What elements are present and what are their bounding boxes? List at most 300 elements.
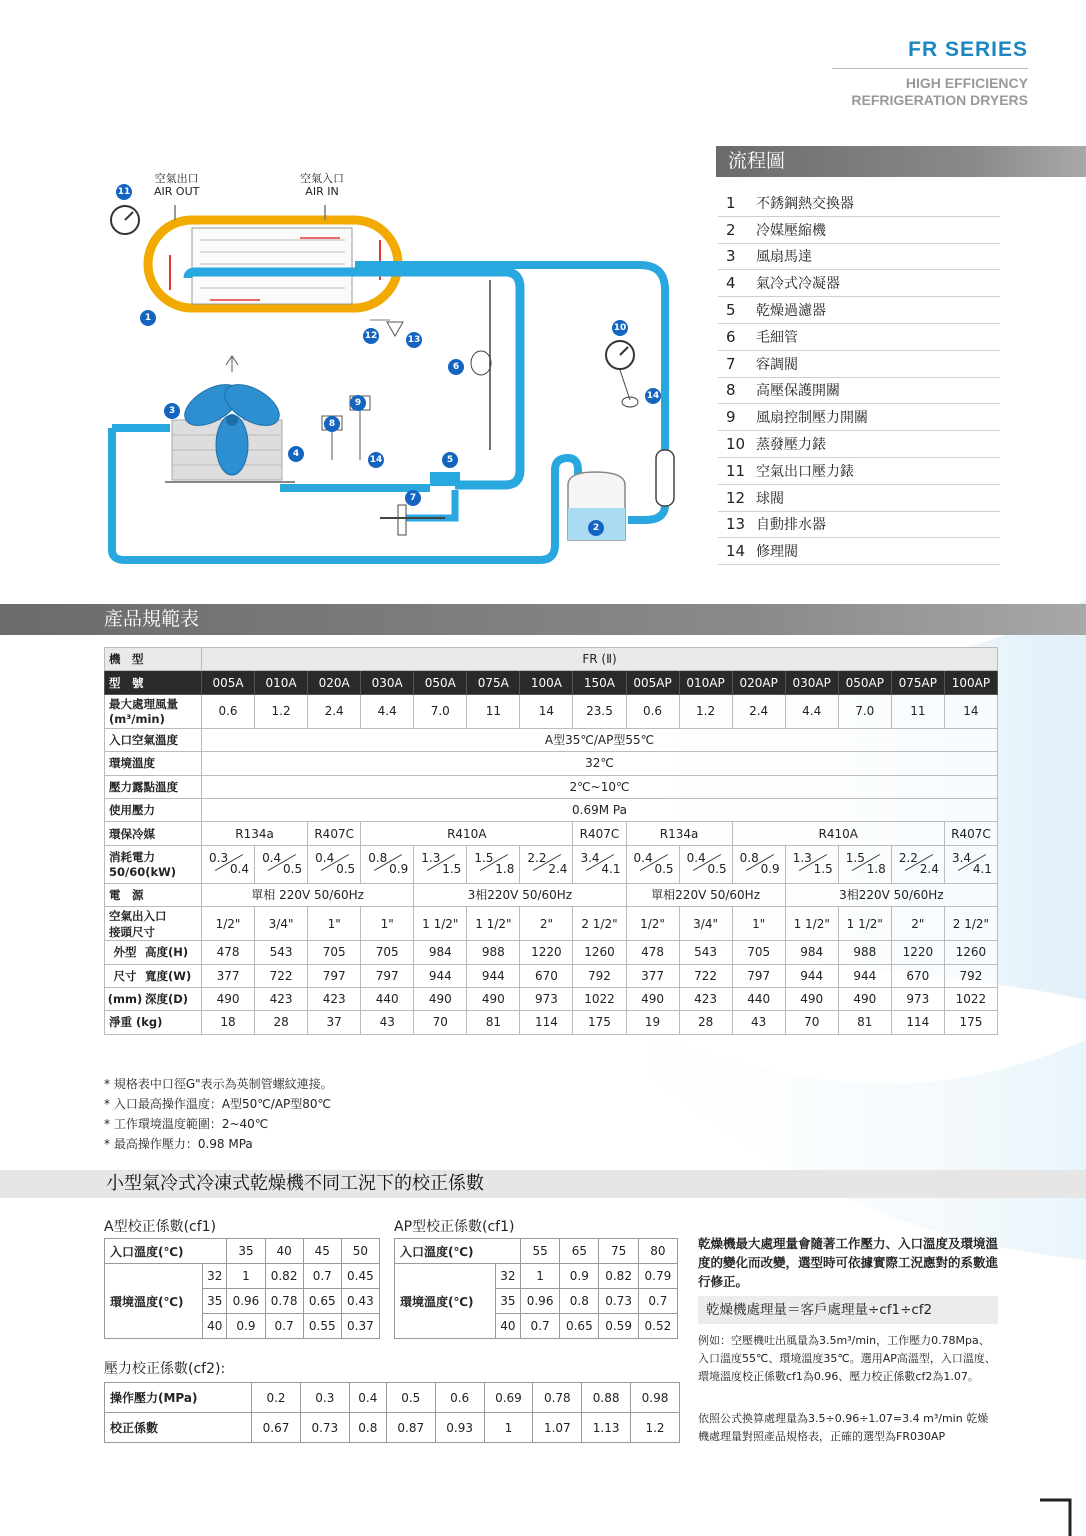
spec-weight: 114 <box>891 1011 944 1034</box>
cf2-coef: 1.2 <box>631 1413 680 1443</box>
spec-flow: 1.2 <box>679 694 732 728</box>
correction-title: 小型氣冷式冷凍式乾燥機不同工況下的校正係數 <box>106 1173 484 1194</box>
flow-item-number: 7 <box>726 354 736 373</box>
cf1a-env-value: 40 <box>203 1314 227 1339</box>
spec-connection: 1/2" <box>626 907 679 941</box>
cf2-pressure: 0.78 <box>533 1383 582 1413</box>
cf1a-coef: 0.82 <box>265 1264 303 1289</box>
flow-item-number: 9 <box>726 408 736 427</box>
spec-power: 1.3 1.5 <box>785 845 838 883</box>
spec-flow: 1.2 <box>255 694 308 728</box>
brand-subtitle-2: REFRIGERATION DRYERS <box>851 92 1028 108</box>
spec-flow: 4.4 <box>785 694 838 728</box>
spec-label-supply: 電 源 <box>105 883 202 906</box>
spec-connection: 1" <box>308 907 361 941</box>
flow-item <box>718 297 1000 324</box>
spec-depth: 490 <box>414 987 467 1010</box>
spec-depth: 423 <box>679 987 732 1010</box>
cf2-pressure: 0.69 <box>484 1383 533 1413</box>
cf2-coef: 1 <box>484 1413 533 1443</box>
spec-model: 075AP <box>891 671 944 694</box>
flow-item-label: 不銹鋼熱交換器 <box>756 195 854 212</box>
spec-width: 797 <box>732 964 785 987</box>
spec-power: 0.4 0.5 <box>679 845 732 883</box>
spec-label-series: 機 型 <box>105 648 202 671</box>
spec-height: 984 <box>414 941 467 964</box>
cf1a-coef: 0.7 <box>265 1314 303 1339</box>
cf2-pressure: 0.98 <box>631 1383 680 1413</box>
cf1ap-inlet-value: 55 <box>520 1239 559 1264</box>
correction-description: 乾燥機最大處理量會隨著工作壓力、入口溫度及環境溫度的變化而改變，選型時可依據實際工況應對的系數進行修正。 <box>698 1236 999 1289</box>
spec-connection: 1/2" <box>202 907 255 941</box>
spec-connection: 1 1/2" <box>785 907 838 941</box>
spec-label-pressure: 使用壓力 <box>105 798 202 821</box>
flow-item-number: 8 <box>726 381 736 400</box>
marker-1: 1 <box>140 310 156 326</box>
cf1a-coef: 0.55 <box>303 1314 341 1339</box>
correction-result: 依照公式換算處理量為3.5÷0.96÷1.07=3.4 m³/min 乾燥機處理量對照產品規格表，正確的選型為FR030AP <box>698 1412 989 1443</box>
marker-7: 7 <box>405 490 421 506</box>
spec-width: 722 <box>255 964 308 987</box>
spec-model: 100AP <box>944 671 997 694</box>
flow-item-label: 冷媒壓縮機 <box>756 222 826 239</box>
spec-height: 984 <box>785 941 838 964</box>
cf2-pressure-label: 操作壓力(MPa) <box>105 1383 252 1413</box>
flow-item-number: 4 <box>726 274 736 293</box>
spec-inlet-temp: A型35℃/AP型55℃ <box>202 728 998 751</box>
spec-power: 0.8 0.9 <box>732 845 785 883</box>
flow-item-label: 乾燥過濾器 <box>756 303 826 320</box>
spec-depth: 973 <box>891 987 944 1010</box>
cf1-a-table <box>104 1238 380 1339</box>
spec-label-connection: 空氣出入口 接頭尺寸 <box>105 907 202 941</box>
spec-depth: 490 <box>838 987 891 1010</box>
marker-3: 3 <box>164 403 180 419</box>
cf1a-coef: 0.45 <box>341 1264 379 1289</box>
spec-width: 797 <box>308 964 361 987</box>
spec-refrigerant: R134a <box>202 822 308 845</box>
spec-model: 050A <box>414 671 467 694</box>
cf1ap-coef: 0.52 <box>638 1314 677 1339</box>
flow-item <box>718 485 1000 512</box>
spec-note: * 最高操作壓力：0.98 MPa <box>104 1137 253 1151</box>
air-in-label <box>300 172 344 198</box>
spec-refrigerant: R410A <box>732 822 944 845</box>
spec-connection: 1" <box>732 907 785 941</box>
cf1a-inlet-value: 35 <box>227 1239 265 1264</box>
brand-title: FR SERIES <box>908 38 1028 61</box>
spec-height: 1220 <box>891 941 944 964</box>
spec-connection: 1 1/2" <box>838 907 891 941</box>
cf1ap-coef: 0.65 <box>560 1314 599 1339</box>
spec-connection: 3/4" <box>255 907 308 941</box>
spec-width: 944 <box>467 964 520 987</box>
marker-12: 12 <box>363 328 379 344</box>
cf2-pressure: 0.6 <box>435 1383 484 1413</box>
spec-depth: 440 <box>732 987 785 1010</box>
spec-weight: 81 <box>467 1011 520 1034</box>
marker-4: 4 <box>288 446 304 462</box>
spec-weight: 114 <box>520 1011 573 1034</box>
cf1ap-coef: 0.8 <box>560 1289 599 1314</box>
spec-label-dim-h: 外型 高度(H) <box>105 941 202 964</box>
flow-item-number: 2 <box>726 220 736 239</box>
cf1ap-env-value: 40 <box>495 1314 520 1339</box>
correction-formula: 乾燥機處理量＝客戶處理量÷cf1÷cf2 <box>698 1296 998 1324</box>
spec-weight: 43 <box>732 1011 785 1034</box>
marker-10: 10 <box>612 320 628 336</box>
flow-title-bar <box>716 146 1086 177</box>
spec-weight: 43 <box>361 1011 414 1034</box>
cf1ap-coef: 0.79 <box>638 1264 677 1289</box>
flow-item-label: 容調閥 <box>756 356 798 373</box>
flow-item-label: 風扇控制壓力開關 <box>756 410 868 427</box>
spec-connection: 2 1/2" <box>573 907 626 941</box>
cf2-table <box>104 1382 680 1443</box>
marker-14: 14 <box>645 388 661 404</box>
flow-item-label: 風扇馬達 <box>756 249 812 266</box>
spec-label-env-temp: 環境溫度 <box>105 752 202 775</box>
cf1ap-coef: 0.7 <box>638 1289 677 1314</box>
spec-model: 100A <box>520 671 573 694</box>
spec-power: 1.5 1.8 <box>467 845 520 883</box>
spec-env-temp: 32℃ <box>202 752 998 775</box>
spec-note: * 工作環境溫度範圍：2~40℃ <box>104 1117 269 1131</box>
flow-item <box>718 538 1000 565</box>
spec-width: 792 <box>573 964 626 987</box>
spec-width: 670 <box>520 964 573 987</box>
spec-model: 150A <box>573 671 626 694</box>
spec-power: 0.3 0.4 <box>202 845 255 883</box>
flow-item <box>718 378 1000 405</box>
spec-flow: 14 <box>944 694 997 728</box>
spec-connection: 1 1/2" <box>414 907 467 941</box>
spec-weight: 28 <box>255 1011 308 1034</box>
marker-9: 9 <box>350 395 366 411</box>
cf1-a-title: A型校正係數(cf1) <box>104 1219 217 1235</box>
spec-refrigerant: R407C <box>944 822 997 845</box>
cf2-coef: 1.07 <box>533 1413 582 1443</box>
marker-8: 8 <box>324 416 340 432</box>
spec-connection: 2" <box>520 907 573 941</box>
flow-component-list <box>718 190 1000 565</box>
spec-supply: 單相220V 50/60Hz <box>626 883 785 906</box>
flow-item-number: 12 <box>726 488 746 507</box>
air-out-cn: 空氣出口 <box>154 172 199 185</box>
flow-item-label: 蒸發壓力錶 <box>756 437 826 454</box>
cf1a-coef: 1 <box>227 1264 265 1289</box>
cf1a-env-value: 32 <box>203 1264 227 1289</box>
cf1ap-coef: 0.82 <box>599 1264 638 1289</box>
spec-title-bar <box>0 604 1086 635</box>
cf2-coef: 1.13 <box>582 1413 631 1443</box>
spec-model: 005AP <box>626 671 679 694</box>
cf1a-inlet-label: 入口溫度(℃) <box>105 1239 227 1264</box>
spec-flow: 0.6 <box>626 694 679 728</box>
spec-weight: 70 <box>414 1011 467 1034</box>
cf1ap-coef: 1 <box>520 1264 559 1289</box>
flow-item-label: 氣冷式冷凝器 <box>756 276 840 293</box>
cf1a-coef: 0.96 <box>227 1289 265 1314</box>
spec-height: 1260 <box>944 941 997 964</box>
spec-label-flow: 最大處理風量 (m³/min) <box>105 694 202 728</box>
spec-flow: 11 <box>467 694 520 728</box>
spec-weight: 175 <box>944 1011 997 1034</box>
flow-item-number: 5 <box>726 301 736 320</box>
spec-model: 030A <box>361 671 414 694</box>
flow-item <box>718 431 1000 458</box>
flow-item-number: 6 <box>726 327 736 346</box>
spec-weight: 81 <box>838 1011 891 1034</box>
spec-height: 1220 <box>520 941 573 964</box>
spec-label-dim-w: 尺寸 寬度(W) <box>105 964 202 987</box>
spec-power: 1.5 1.8 <box>838 845 891 883</box>
spec-flow: 14 <box>520 694 573 728</box>
spec-label-dim-d: (mm) 深度(D) <box>105 987 202 1010</box>
cf1a-inlet-value: 50 <box>341 1239 379 1264</box>
spec-flow: 7.0 <box>414 694 467 728</box>
cf1a-coef: 0.7 <box>303 1264 341 1289</box>
cf1-ap-title: AP型校正係數(cf1) <box>394 1219 515 1235</box>
spec-depth: 490 <box>626 987 679 1010</box>
flow-item <box>718 351 1000 378</box>
air-in-en: AIR IN <box>305 185 339 198</box>
cf2-pressure: 0.4 <box>349 1383 386 1413</box>
flow-item <box>718 458 1000 485</box>
cf1ap-env-value: 35 <box>495 1289 520 1314</box>
spec-dew: 2℃~10℃ <box>202 775 998 798</box>
spec-width: 944 <box>414 964 467 987</box>
spec-weight: 19 <box>626 1011 679 1034</box>
cf2-coef: 0.87 <box>386 1413 435 1443</box>
cf2-coef: 0.8 <box>349 1413 386 1443</box>
flow-item-label: 毛細管 <box>756 329 798 346</box>
spec-width: 377 <box>626 964 679 987</box>
cf1ap-coef: 0.59 <box>599 1314 638 1339</box>
spec-refrigerant: R407C <box>308 822 361 845</box>
cf1a-env-label: 環境溫度(℃) <box>105 1264 203 1339</box>
spec-refrigerant: R407C <box>573 822 626 845</box>
cf1a-inlet-value: 45 <box>303 1239 341 1264</box>
spec-width: 944 <box>785 964 838 987</box>
cf1a-coef: 0.43 <box>341 1289 379 1314</box>
spec-table <box>104 647 998 1035</box>
cf1ap-coef: 0.73 <box>599 1289 638 1314</box>
spec-power: 3.4 4.1 <box>944 845 997 883</box>
spec-height: 543 <box>679 941 732 964</box>
spec-label-dew: 壓力露點溫度 <box>105 775 202 798</box>
spec-weight: 18 <box>202 1011 255 1034</box>
spec-depth: 973 <box>520 987 573 1010</box>
spec-depth: 440 <box>361 987 414 1010</box>
cf2-pressure: 0.88 <box>582 1383 631 1413</box>
spec-note: * 規格表中口徑G"表示為英制管螺紋連接。 <box>104 1077 333 1091</box>
spec-power: 2.2 2.4 <box>891 845 944 883</box>
cf2-coef: 0.93 <box>435 1413 484 1443</box>
flow-item <box>718 217 1000 244</box>
flow-diagram <box>100 160 700 580</box>
air-in-cn: 空氣入口 <box>300 172 344 185</box>
spec-height: 705 <box>361 941 414 964</box>
spec-notes <box>104 1074 333 1154</box>
cf2-pressure: 0.3 <box>300 1383 349 1413</box>
air-out-en: AIR OUT <box>154 185 200 198</box>
spec-power: 0.4 0.5 <box>626 845 679 883</box>
spec-model: 005A <box>202 671 255 694</box>
cf2-coef: 0.73 <box>300 1413 349 1443</box>
cf1ap-env-label: 環境溫度(℃) <box>395 1264 496 1339</box>
spec-label-weight: 淨重 (kg) <box>105 1011 202 1034</box>
spec-model: 020AP <box>732 671 785 694</box>
spec-depth: 490 <box>785 987 838 1010</box>
spec-power: 3.4 4.1 <box>573 845 626 883</box>
flow-item-number: 10 <box>726 435 746 454</box>
cf1a-env-value: 35 <box>203 1289 227 1314</box>
brand-header <box>832 38 1028 109</box>
cf1ap-coef: 0.7 <box>520 1314 559 1339</box>
spec-depth: 490 <box>202 987 255 1010</box>
marker-2: 2 <box>588 520 604 536</box>
spec-supply: 3相220V 50/60Hz <box>414 883 626 906</box>
flow-item <box>718 270 1000 297</box>
spec-height: 988 <box>838 941 891 964</box>
spec-connection: 1" <box>361 907 414 941</box>
spec-model: 010AP <box>679 671 732 694</box>
flow-item-number: 11 <box>726 461 746 480</box>
flow-item <box>718 324 1000 351</box>
spec-model: 050AP <box>838 671 891 694</box>
spec-pressure: 0.69M Pa <box>202 798 998 821</box>
spec-height: 478 <box>202 941 255 964</box>
flow-item-label: 自動排水器 <box>756 517 826 534</box>
marker-5: 5 <box>442 452 458 468</box>
spec-weight: 37 <box>308 1011 361 1034</box>
spec-width: 377 <box>202 964 255 987</box>
spec-label-model: 型 號 <box>105 671 202 694</box>
spec-flow: 23.5 <box>573 694 626 728</box>
spec-weight: 175 <box>573 1011 626 1034</box>
cf2-coef: 0.67 <box>252 1413 301 1443</box>
spec-depth: 423 <box>308 987 361 1010</box>
spec-flow: 4.4 <box>361 694 414 728</box>
cf1ap-env-value: 32 <box>495 1264 520 1289</box>
correction-title-bar <box>0 1170 1086 1198</box>
cf1-ap-table <box>394 1238 678 1339</box>
flow-item-number: 1 <box>726 193 736 212</box>
cf1ap-inlet-value: 65 <box>560 1239 599 1264</box>
cf1ap-coef: 0.96 <box>520 1289 559 1314</box>
cf2-coef-label: 校正係數 <box>105 1413 252 1443</box>
spec-depth: 490 <box>467 987 520 1010</box>
spec-height: 543 <box>255 941 308 964</box>
marker-13: 13 <box>406 332 422 348</box>
spec-weight: 28 <box>679 1011 732 1034</box>
cf1a-coef: 0.37 <box>341 1314 379 1339</box>
spec-height: 705 <box>308 941 361 964</box>
spec-height: 705 <box>732 941 785 964</box>
marker-6: 6 <box>448 359 464 375</box>
cf1ap-inlet-label: 入口溫度(℃) <box>395 1239 521 1264</box>
spec-height: 478 <box>626 941 679 964</box>
spec-width: 792 <box>944 964 997 987</box>
spec-flow: 2.4 <box>308 694 361 728</box>
spec-depth: 1022 <box>944 987 997 1010</box>
spec-width: 944 <box>838 964 891 987</box>
spec-flow: 2.4 <box>732 694 785 728</box>
cf1a-coef: 0.78 <box>265 1289 303 1314</box>
brand-subtitle-1: HIGH EFFICIENCY <box>905 75 1028 91</box>
spec-depth: 1022 <box>573 987 626 1010</box>
spec-label-inlet-temp: 入口空氣溫度 <box>105 728 202 751</box>
spec-width: 722 <box>679 964 732 987</box>
cf1a-inlet-value: 40 <box>265 1239 303 1264</box>
spec-depth: 423 <box>255 987 308 1010</box>
spec-width: 670 <box>891 964 944 987</box>
flow-item-label: 球閥 <box>756 490 784 507</box>
spec-refrigerant: R410A <box>361 822 573 845</box>
flow-item-label: 空氣出口壓力錶 <box>756 463 854 480</box>
cf2-title: 壓力校正係數(cf2): <box>104 1361 226 1377</box>
spec-height: 988 <box>467 941 520 964</box>
spec-flow: 7.0 <box>838 694 891 728</box>
flow-item-label: 修理閥 <box>756 544 798 561</box>
marker-14: 14 <box>368 452 384 468</box>
marker-11: 11 <box>116 184 132 200</box>
spec-power: 0.4 0.5 <box>255 845 308 883</box>
flow-item-number: 13 <box>726 515 746 534</box>
spec-title: 產品規範表 <box>104 608 200 630</box>
flow-title: 流程圖 <box>728 150 786 172</box>
cf1a-coef: 0.9 <box>227 1314 265 1339</box>
flow-item <box>718 244 1000 271</box>
flow-item <box>718 404 1000 431</box>
flow-item <box>718 512 1000 539</box>
flow-item-number: 14 <box>726 542 746 561</box>
spec-connection: 2 1/2" <box>944 907 997 941</box>
spec-flow: 11 <box>891 694 944 728</box>
spec-refrigerant: R134a <box>626 822 732 845</box>
spec-power: 1.3 1.5 <box>414 845 467 883</box>
cf1ap-coef: 0.9 <box>560 1264 599 1289</box>
brand-divider <box>832 68 1028 69</box>
spec-connection: 1 1/2" <box>467 907 520 941</box>
spec-width: 797 <box>361 964 414 987</box>
cf2-pressure: 0.2 <box>252 1383 301 1413</box>
spec-connection: 3/4" <box>679 907 732 941</box>
spec-label-refrigerant: 環保冷媒 <box>105 822 202 845</box>
spec-supply: 單相 220V 50/60Hz <box>202 883 414 906</box>
spec-model: 030AP <box>785 671 838 694</box>
spec-model: 075A <box>467 671 520 694</box>
spec-model: 020A <box>308 671 361 694</box>
cf1a-coef: 0.65 <box>303 1289 341 1314</box>
spec-height: 1260 <box>573 941 626 964</box>
cf2-pressure: 0.5 <box>386 1383 435 1413</box>
spec-weight: 70 <box>785 1011 838 1034</box>
spec-flow: 0.6 <box>202 694 255 728</box>
spec-power: 0.8 0.9 <box>361 845 414 883</box>
air-out-label <box>154 172 199 198</box>
spec-model: 010A <box>255 671 308 694</box>
spec-connection: 2" <box>891 907 944 941</box>
cf1ap-inlet-value: 75 <box>599 1239 638 1264</box>
spec-note: * 入口最高操作溫度：A型50℃/AP型80℃ <box>104 1097 332 1111</box>
spec-power: 0.4 0.5 <box>308 845 361 883</box>
correction-example: 例如：空壓機吐出風量為3.5m³/min，工作壓力0.78Mpa、入口溫度55℃、環境溫度35℃。選用AP高溫型，入口溫度、環境溫度校正係數cf1為0.96、壓力校正係數cf2為1.07。 <box>698 1334 996 1383</box>
flow-item-label: 高壓保護開關 <box>756 383 840 400</box>
cf1ap-inlet-value: 80 <box>638 1239 677 1264</box>
flow-item <box>718 190 1000 217</box>
